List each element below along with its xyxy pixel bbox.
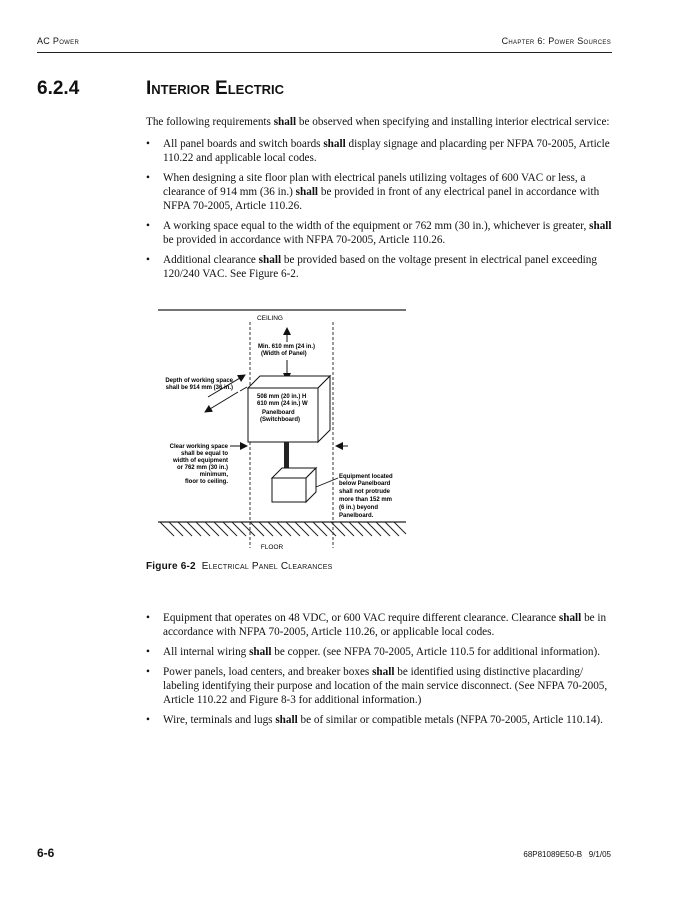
- intro-bold: shall: [273, 116, 297, 128]
- bullet-bold: shall: [249, 646, 272, 658]
- bullet-post: be identified using distinctive placarding/ labeling identifying their purpose and location of the main service disconnect. (See NFPA 70-2005, Article 110.22 and Figure 8-3 for additional information.): [163, 666, 608, 706]
- running-header-right: Chapter 6: Power Sources: [501, 36, 611, 46]
- header-rule: [37, 52, 612, 53]
- document-id: 68P81089E50-B 9/1/05: [523, 850, 611, 859]
- intro-pre: The following requirements: [146, 116, 274, 128]
- bullet-bold: shall: [372, 666, 395, 678]
- min-width-label-1: Min. 610 mm (24 in.): [258, 344, 316, 350]
- list-item: [146, 645, 616, 659]
- bullet-post: be of similar or compatible metals (NFPA 70-2005, Article 110.14).: [297, 714, 603, 726]
- clear-label-3: width of equipment: [173, 458, 228, 464]
- bullet-post: be copper. (see NFPA 70-2005, Article 110.5 for additional information).: [271, 646, 600, 658]
- bullet-post: display signage and placarding per NFPA 70-2005, Article 110.22 and applicable local codes.: [163, 138, 610, 164]
- bullet-marker: •: [146, 646, 150, 658]
- equipment-pointer: [316, 478, 338, 487]
- equipment-label-3: shall not protrude: [339, 489, 390, 495]
- clear-label-1: Clear working space: [169, 444, 228, 450]
- bullet-bold: shall: [589, 220, 612, 232]
- bullet-marker: •: [146, 138, 150, 150]
- list-item: [146, 219, 616, 247]
- panel-label-width: 610 mm (24 in.) W: [257, 401, 308, 407]
- figure-number: Figure 6-2: [146, 561, 196, 572]
- depth-arrow-back: [205, 392, 238, 412]
- intro-paragraph: [146, 115, 616, 129]
- clear-label-5: minimum,: [199, 472, 228, 478]
- page-number: 6-6: [37, 846, 55, 860]
- bullet-list-bottom: [146, 611, 616, 733]
- list-item: [146, 171, 616, 213]
- bullet-pre: Equipment that operates on 48 VDC, or 600 VAC require different clearance. Clearance: [163, 612, 559, 624]
- depth-label-2: shall be 914 mm (36 in.): [165, 385, 233, 391]
- equipment-front-face: [272, 478, 306, 502]
- panel-top-face: [248, 376, 330, 388]
- panel-label-name: Panelboard: [262, 410, 295, 416]
- equipment-label-4: more than 152 mm: [339, 497, 393, 503]
- list-item: [146, 611, 616, 639]
- bullet-bold: shall: [558, 612, 582, 624]
- min-width-label-2: (Width of Panel): [261, 351, 307, 357]
- bullet-pre: When designing a site floor plan with electrical panels utilizing voltages of 600 VAC or less, a clearance of 914 mm (36 in.): [163, 172, 586, 198]
- bullet-pre: Additional clearance: [163, 254, 259, 266]
- clear-label-2: shall be equal to: [180, 451, 228, 457]
- panel-label-alt: (Switchboard): [260, 417, 300, 423]
- figure-caption: [146, 561, 332, 572]
- depth-arrow-join: [240, 387, 247, 391]
- equipment-label-1: Equipment located: [339, 474, 393, 480]
- equipment-label-6: Panelboard.: [339, 513, 374, 519]
- intro-post: be observed when specifying and installing interior electrical service:: [296, 116, 610, 128]
- bullet-marker: •: [146, 220, 150, 232]
- conduit: [284, 442, 289, 470]
- depth-label-1: Depth of working space: [165, 378, 233, 384]
- bullet-marker: •: [146, 714, 150, 726]
- equipment-label-5: (6 in.) beyond: [339, 505, 378, 511]
- equipment-label-2: below Panelboard: [339, 481, 391, 487]
- list-item: [146, 137, 616, 165]
- list-item: [146, 665, 616, 707]
- bullet-post: be provided based on the voltage present in electrical panel exceeding 120/240 VAC. See Figure 6-2.: [163, 254, 597, 280]
- bullet-bold: shall: [323, 138, 346, 150]
- bullet-pre: A working space equal to the width of the equipment or 762 mm (30 in.), whichever is greater,: [163, 220, 590, 232]
- bullet-bold: shall: [275, 714, 298, 726]
- bullet-marker: •: [146, 612, 150, 624]
- panel-label-height: 508 mm (20 in.) H: [257, 394, 307, 400]
- bullet-post: be provided in front of any electrical panel in accordance with NFPA 70-2005, Article 110.26.: [163, 186, 600, 212]
- bullet-marker: •: [146, 172, 150, 184]
- ceiling-label: CEILING: [256, 315, 284, 322]
- bullet-marker: •: [146, 666, 150, 678]
- panel-side-face: [318, 376, 330, 442]
- bullet-list-top: [146, 137, 616, 287]
- clear-label-6: floor to ceiling.: [185, 479, 228, 485]
- bullet-post: be in accordance with NFPA 70-2005, Article 110.26, or applicable local codes.: [163, 612, 607, 638]
- bullet-pre: All panel boards and switch boards: [163, 138, 324, 150]
- bullet-marker: •: [146, 254, 150, 266]
- clear-label-4: or 762 mm (30 in.): [176, 465, 228, 471]
- list-item: [146, 253, 616, 281]
- bullet-pre: Power panels, load centers, and breaker boxes: [163, 666, 373, 678]
- bullet-pre: All internal wiring: [163, 646, 250, 658]
- running-header-left: AC Power: [37, 36, 80, 46]
- bullet-bold: shall: [295, 186, 319, 198]
- bullet-bold: shall: [258, 254, 282, 266]
- section-title: Interior Electric: [146, 78, 285, 99]
- section-number: 6.2.4: [37, 78, 80, 99]
- panel-clearance-figure: [150, 300, 415, 558]
- figure-title: Electrical Panel Clearances: [201, 561, 333, 572]
- bullet-pre: Wire, terminals and lugs: [163, 714, 276, 726]
- floor-hatching: [160, 522, 406, 536]
- bullet-post: be provided in accordance with NFPA 70-2005, Article 110.26.: [163, 234, 446, 246]
- list-item: [146, 713, 616, 727]
- floor-label: FLOOR: [260, 544, 284, 551]
